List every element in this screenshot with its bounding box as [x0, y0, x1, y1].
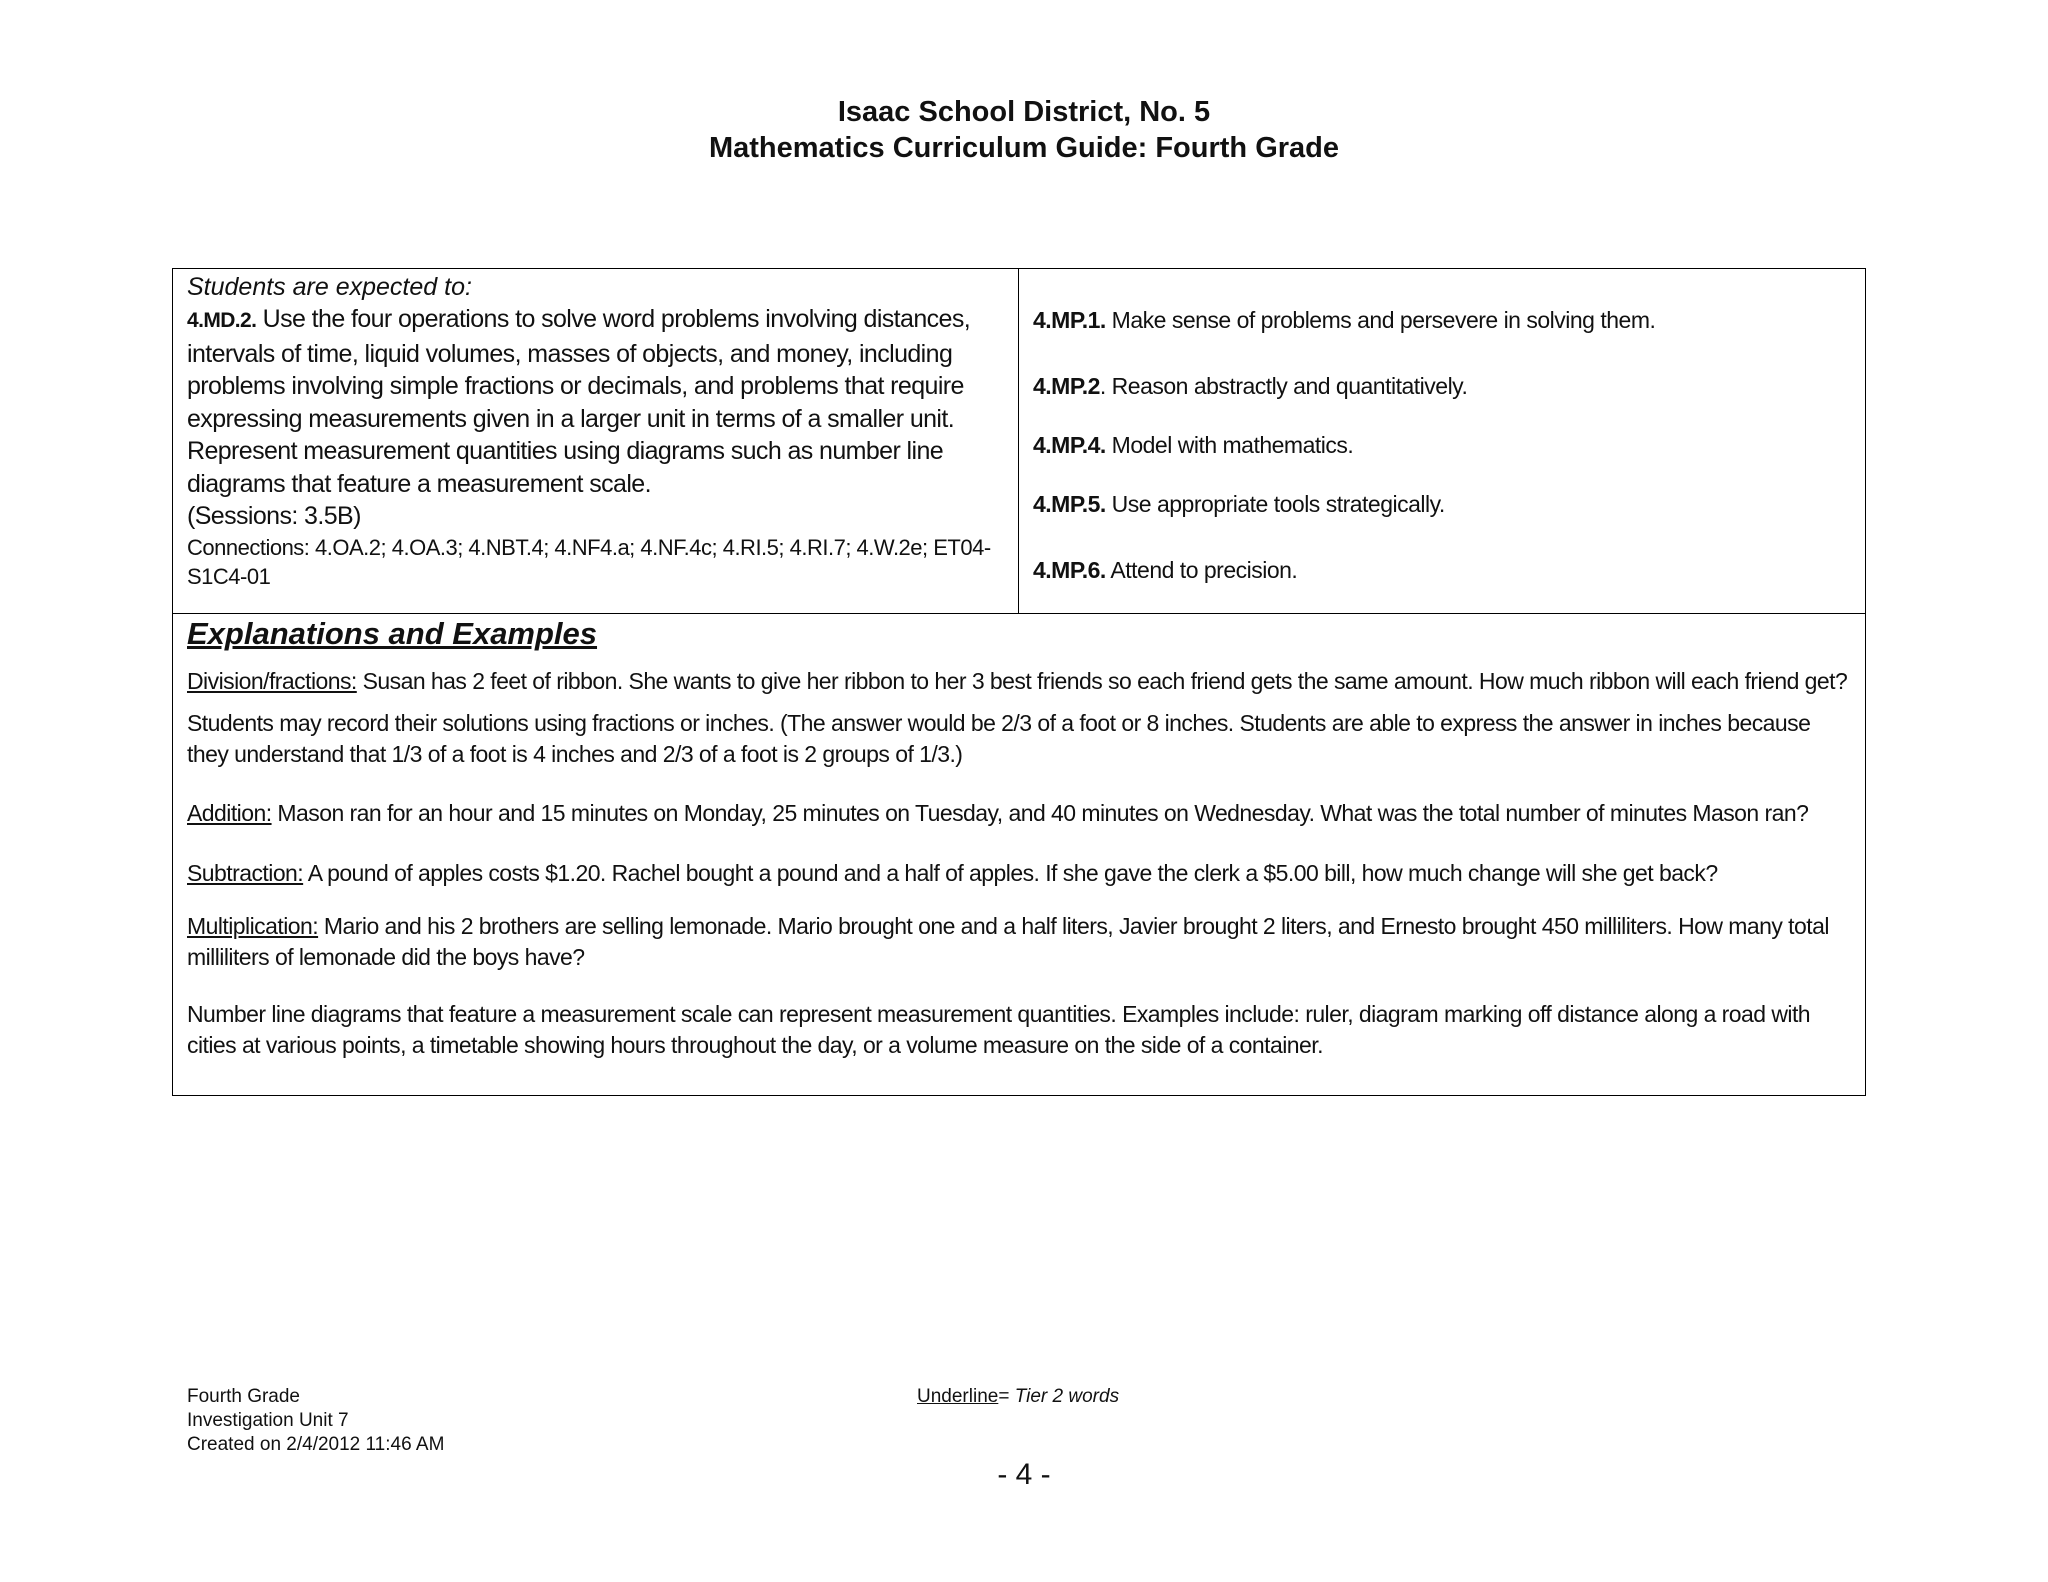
- subtraction-example: Subtraction: A pound of apples costs $1.20. Rachel bought a pound and a half of apples. If she gave the clerk a $5.00 bill, how much change will she get back?: [187, 860, 1718, 886]
- standards-row: [173, 269, 1865, 614]
- curriculum-table: [172, 268, 1866, 1096]
- students-note: Students may record their solutions using fractions or inches. (The answer would be 2/3 of a foot or 8 inches. Students are able to express the answer in inches because they understand that 1/3 of a foot is 4 inches and 2/3 of a foot is 2 groups of 1/3.): [187, 710, 1811, 767]
- connections: Connections: 4.OA.2; 4.OA.3; 4.NBT.4; 4.NF4.a; 4.NF.4c; 4.RI.5; 4.RI.7; 4.W.2e; ET04-S1C4-01: [187, 534, 991, 589]
- division-example: Division/fractions: Susan has 2 feet of ribbon. She wants to give her ribbon to her 3 best friends so each friend gets the same amount. How much ribbon will each friend get?: [187, 668, 1848, 694]
- practice-item: 4.MP.4. Model with mathematics.: [1033, 432, 1354, 458]
- standard-cell: [173, 269, 1019, 613]
- page-number: - 4 -: [997, 1458, 1051, 1491]
- number-line-note: Number line diagrams that feature a measurement scale can represent measurement quantities. Examples include: ruler, diagram marking off distance along a road with cities at various points, a timetable showing hours throughout the day, or a volume measure on the side of a container.: [187, 1001, 1811, 1058]
- district-title: Isaac School District, No. 5: [837, 96, 1211, 128]
- footer-legend: Underline= Tier 2 words: [917, 1386, 1120, 1407]
- document-header: [0, 94, 2048, 166]
- footer-unit: Investigation Unit 7: [187, 1410, 349, 1431]
- footer-grade: Fourth Grade: [187, 1386, 300, 1407]
- standard-code: 4.MD.2.: [187, 309, 257, 332]
- footer-info: [187, 1385, 444, 1457]
- sessions: (Sessions: 3.5B): [187, 502, 361, 530]
- guide-title: Mathematics Curriculum Guide: Fourth Grade: [708, 132, 1340, 164]
- practice-item: 4.MP.6. Attend to precision.: [1033, 557, 1298, 583]
- standard-text: [187, 303, 1004, 500]
- multiplication-example: Multiplication: Mario and his 2 brothers are selling lemonade. Mario brought one and a half liters, Javier brought 2 liters, and Ernesto brought 450 milliliters. How many total milliliters of lemonade did the boys have?: [187, 913, 1829, 970]
- practice-item: 4.MP.2. Reason abstractly and quantitatively.: [1033, 373, 1468, 399]
- practice-item: 4.MP.5. Use appropriate tools strategically.: [1033, 491, 1445, 517]
- explanations-title: Explanations and Examples: [187, 616, 598, 651]
- standard-description: Use the four operations to solve word problems involving distances, intervals of time, liquid volumes, masses of objects, and money, including problems involving simple fractions or decimals, and problems that require expressing measurements given in a larger unit in terms of a smaller unit. Represent measurement quantities using diagrams such as number line diagrams that feature a measurement scale.: [187, 305, 971, 498]
- footer-created: Created on 2/4/2012 11:46 AM: [187, 1434, 445, 1455]
- practice-item: 4.MP.1. Make sense of problems and persevere in solving them.: [1033, 307, 1656, 333]
- expectation-intro: Students are expected to:: [187, 273, 472, 301]
- practices-cell: [1019, 269, 1865, 613]
- addition-example: Addition: Mason ran for an hour and 15 minutes on Monday, 25 minutes on Tuesday, and 40 minutes on Wednesday. What was the total number of minutes Mason ran?: [187, 800, 1809, 826]
